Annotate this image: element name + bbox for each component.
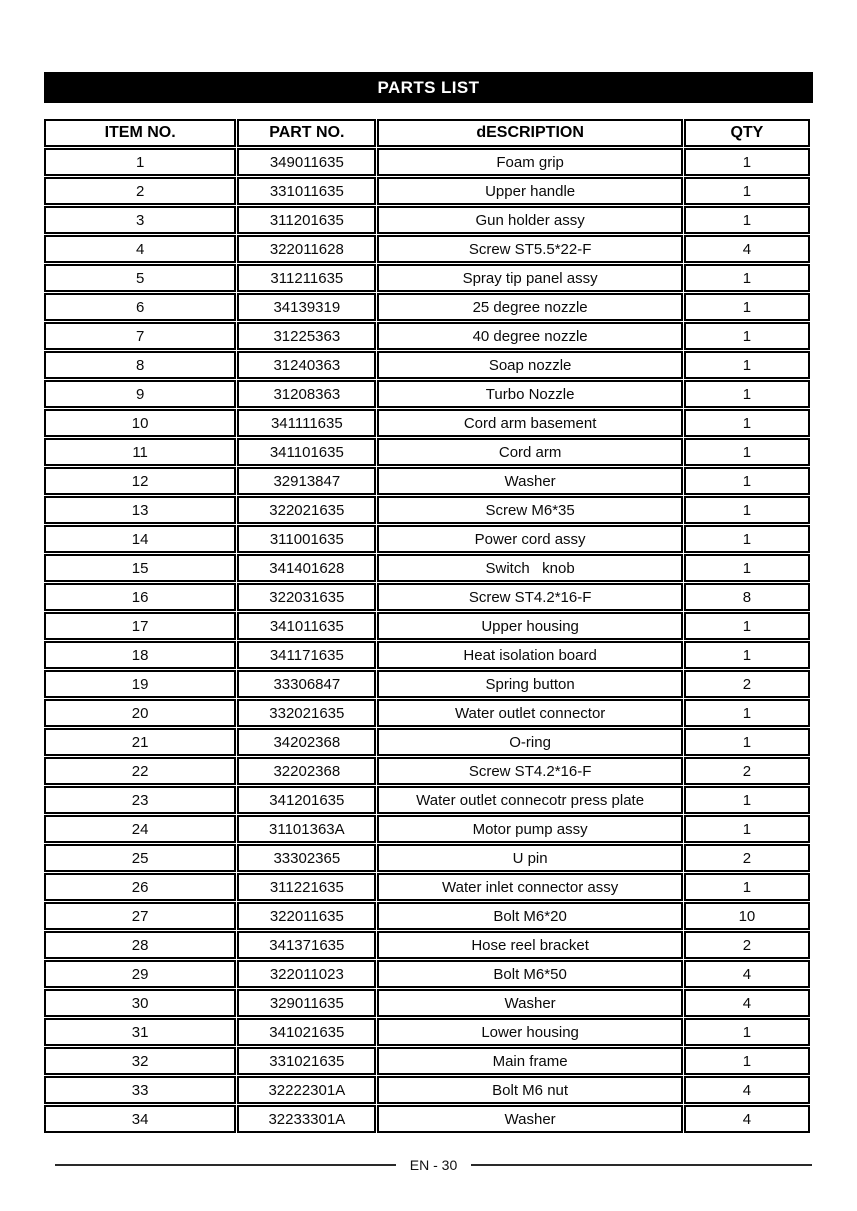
- table-row: [44, 554, 810, 582]
- cell-item-no: 9: [44, 380, 236, 408]
- cell-description: Upper housing: [377, 612, 682, 640]
- cell-description: Water outlet connecotr press plate: [377, 786, 682, 814]
- cell-description: Turbo Nozzle: [377, 380, 682, 408]
- cell-description: Water inlet connector assy: [377, 873, 682, 901]
- cell-part-no: 34139319: [237, 293, 376, 321]
- table-row: [44, 1076, 810, 1104]
- table-row: [44, 293, 810, 321]
- table-row: [44, 409, 810, 437]
- cell-qty: 1: [684, 177, 810, 205]
- cell-part-no: 32913847: [237, 467, 376, 495]
- cell-description: Screw ST4.2*16-F: [377, 757, 682, 785]
- cell-item-no: 5: [44, 264, 236, 292]
- table-row: [44, 351, 810, 379]
- cell-qty: 1: [684, 496, 810, 524]
- cell-qty: 1: [684, 612, 810, 640]
- cell-description: Washer: [377, 989, 682, 1017]
- table-row: [44, 1018, 810, 1046]
- table-row: [44, 496, 810, 524]
- cell-description: Heat isolation board: [377, 641, 682, 669]
- cell-part-no: 341101635: [237, 438, 376, 466]
- cell-item-no: 11: [44, 438, 236, 466]
- cell-description: 25 degree nozzle: [377, 293, 682, 321]
- table-row: [44, 844, 810, 872]
- cell-part-no: 33302365: [237, 844, 376, 872]
- table-row: [44, 525, 810, 553]
- cell-item-no: 25: [44, 844, 236, 872]
- cell-qty: 4: [684, 1076, 810, 1104]
- cell-part-no: 31240363: [237, 351, 376, 379]
- table-row: [44, 641, 810, 669]
- cell-qty: 2: [684, 931, 810, 959]
- cell-item-no: 31: [44, 1018, 236, 1046]
- cell-qty: 1: [684, 873, 810, 901]
- cell-qty: 4: [684, 960, 810, 988]
- cell-item-no: 12: [44, 467, 236, 495]
- cell-item-no: 6: [44, 293, 236, 321]
- cell-part-no: 341111635: [237, 409, 376, 437]
- table-row: [44, 206, 810, 234]
- cell-description: Soap nozzle: [377, 351, 682, 379]
- cell-item-no: 3: [44, 206, 236, 234]
- table-row: [44, 989, 810, 1017]
- cell-part-no: 349011635: [237, 148, 376, 176]
- cell-description: Screw ST5.5*22-F: [377, 235, 682, 263]
- cell-part-no: 341021635: [237, 1018, 376, 1046]
- cell-description: 40 degree nozzle: [377, 322, 682, 350]
- cell-description: Main frame: [377, 1047, 682, 1075]
- table-row: [44, 699, 810, 727]
- cell-qty: 1: [684, 206, 810, 234]
- cell-part-no: 341201635: [237, 786, 376, 814]
- table-row: [44, 1047, 810, 1075]
- cell-qty: 2: [684, 844, 810, 872]
- cell-item-no: 27: [44, 902, 236, 930]
- cell-item-no: 32: [44, 1047, 236, 1075]
- table-row: [44, 264, 810, 292]
- page-number: EN - 30: [409, 1157, 458, 1173]
- cell-description: Gun holder assy: [377, 206, 682, 234]
- cell-qty: 1: [684, 815, 810, 843]
- cell-item-no: 14: [44, 525, 236, 553]
- cell-part-no: 34202368: [237, 728, 376, 756]
- cell-part-no: 311221635: [237, 873, 376, 901]
- cell-qty: 1: [684, 641, 810, 669]
- table-row: [44, 902, 810, 930]
- cell-qty: 1: [684, 525, 810, 553]
- cell-part-no: 311201635: [237, 206, 376, 234]
- cell-qty: 2: [684, 670, 810, 698]
- cell-qty: 1: [684, 293, 810, 321]
- table-row: [44, 438, 810, 466]
- cell-part-no: 322011628: [237, 235, 376, 263]
- cell-item-no: 23: [44, 786, 236, 814]
- cell-part-no: 329011635: [237, 989, 376, 1017]
- cell-qty: 1: [684, 322, 810, 350]
- cell-qty: 1: [684, 1047, 810, 1075]
- table-header-row: [44, 119, 810, 147]
- col-header-qty: QTY: [684, 119, 810, 147]
- cell-item-no: 24: [44, 815, 236, 843]
- cell-qty: 1: [684, 148, 810, 176]
- table-row: [44, 380, 810, 408]
- cell-qty: 1: [684, 409, 810, 437]
- cell-part-no: 31225363: [237, 322, 376, 350]
- cell-description: Cord arm: [377, 438, 682, 466]
- cell-part-no: 332021635: [237, 699, 376, 727]
- table-row: [44, 177, 810, 205]
- cell-part-no: 322031635: [237, 583, 376, 611]
- cell-qty: 10: [684, 902, 810, 930]
- cell-part-no: 33306847: [237, 670, 376, 698]
- cell-description: Screw ST4.2*16-F: [377, 583, 682, 611]
- cell-description: Washer: [377, 467, 682, 495]
- cell-item-no: 20: [44, 699, 236, 727]
- table-row: [44, 873, 810, 901]
- cell-part-no: 322021635: [237, 496, 376, 524]
- cell-item-no: 29: [44, 960, 236, 988]
- cell-part-no: 32202368: [237, 757, 376, 785]
- cell-item-no: 22: [44, 757, 236, 785]
- footer-rule-left: [55, 1164, 396, 1166]
- cell-description: Bolt M6 nut: [377, 1076, 682, 1104]
- table-row: [44, 670, 810, 698]
- table-row: [44, 583, 810, 611]
- table-row: [44, 815, 810, 843]
- cell-part-no: 311001635: [237, 525, 376, 553]
- table-row: [44, 757, 810, 785]
- parts-table-body: [44, 148, 810, 1133]
- cell-part-no: 341171635: [237, 641, 376, 669]
- cell-qty: 4: [684, 1105, 810, 1133]
- cell-description: Foam grip: [377, 148, 682, 176]
- cell-description: Screw M6*35: [377, 496, 682, 524]
- cell-part-no: 31208363: [237, 380, 376, 408]
- col-header-part-no: PART NO.: [237, 119, 376, 147]
- page-footer: [55, 1157, 812, 1173]
- table-row: [44, 960, 810, 988]
- cell-part-no: 32233301A: [237, 1105, 376, 1133]
- cell-qty: 1: [684, 351, 810, 379]
- cell-description: Power cord assy: [377, 525, 682, 553]
- cell-part-no: 322011635: [237, 902, 376, 930]
- cell-description: Water outlet connector: [377, 699, 682, 727]
- cell-qty: 4: [684, 235, 810, 263]
- cell-item-no: 10: [44, 409, 236, 437]
- cell-qty: 1: [684, 554, 810, 582]
- cell-qty: 2: [684, 757, 810, 785]
- cell-description: O-ring: [377, 728, 682, 756]
- cell-item-no: 1: [44, 148, 236, 176]
- cell-part-no: 32222301A: [237, 1076, 376, 1104]
- cell-description: Washer: [377, 1105, 682, 1133]
- cell-qty: 1: [684, 699, 810, 727]
- cell-part-no: 331021635: [237, 1047, 376, 1075]
- cell-item-no: 30: [44, 989, 236, 1017]
- cell-item-no: 28: [44, 931, 236, 959]
- cell-qty: 1: [684, 438, 810, 466]
- table-row: [44, 235, 810, 263]
- cell-qty: 8: [684, 583, 810, 611]
- cell-description: Lower housing: [377, 1018, 682, 1046]
- cell-item-no: 8: [44, 351, 236, 379]
- cell-description: Spring button: [377, 670, 682, 698]
- cell-item-no: 34: [44, 1105, 236, 1133]
- table-row: [44, 467, 810, 495]
- cell-part-no: 311211635: [237, 264, 376, 292]
- footer-rule-right: [471, 1164, 812, 1166]
- cell-description: Switch knob: [377, 554, 682, 582]
- table-row: [44, 322, 810, 350]
- cell-item-no: 15: [44, 554, 236, 582]
- cell-item-no: 21: [44, 728, 236, 756]
- cell-item-no: 7: [44, 322, 236, 350]
- cell-part-no: 341401628: [237, 554, 376, 582]
- table-row: [44, 931, 810, 959]
- page-title: PARTS LIST: [44, 72, 813, 103]
- cell-item-no: 4: [44, 235, 236, 263]
- cell-description: Bolt M6*20: [377, 902, 682, 930]
- col-header-description: dESCRIPTION: [377, 119, 682, 147]
- cell-description: Motor pump assy: [377, 815, 682, 843]
- cell-part-no: 331011635: [237, 177, 376, 205]
- cell-description: Cord arm basement: [377, 409, 682, 437]
- cell-item-no: 19: [44, 670, 236, 698]
- table-row: [44, 728, 810, 756]
- cell-qty: 4: [684, 989, 810, 1017]
- cell-qty: 1: [684, 786, 810, 814]
- table-row: [44, 786, 810, 814]
- parts-table: [43, 118, 811, 1134]
- col-header-item-no: ITEM NO.: [44, 119, 236, 147]
- cell-part-no: 341011635: [237, 612, 376, 640]
- cell-description: Upper handle: [377, 177, 682, 205]
- cell-description: U pin: [377, 844, 682, 872]
- cell-qty: 1: [684, 380, 810, 408]
- cell-qty: 1: [684, 728, 810, 756]
- cell-item-no: 33: [44, 1076, 236, 1104]
- cell-description: Hose reel bracket: [377, 931, 682, 959]
- cell-item-no: 16: [44, 583, 236, 611]
- cell-item-no: 17: [44, 612, 236, 640]
- cell-item-no: 18: [44, 641, 236, 669]
- cell-qty: 1: [684, 1018, 810, 1046]
- cell-part-no: 31101363A: [237, 815, 376, 843]
- cell-item-no: 13: [44, 496, 236, 524]
- cell-item-no: 26: [44, 873, 236, 901]
- cell-description: Spray tip panel assy: [377, 264, 682, 292]
- table-row: [44, 1105, 810, 1133]
- cell-qty: 1: [684, 264, 810, 292]
- cell-part-no: 322011023: [237, 960, 376, 988]
- cell-item-no: 2: [44, 177, 236, 205]
- table-row: [44, 612, 810, 640]
- cell-part-no: 341371635: [237, 931, 376, 959]
- cell-qty: 1: [684, 467, 810, 495]
- cell-description: Bolt M6*50: [377, 960, 682, 988]
- table-row: [44, 148, 810, 176]
